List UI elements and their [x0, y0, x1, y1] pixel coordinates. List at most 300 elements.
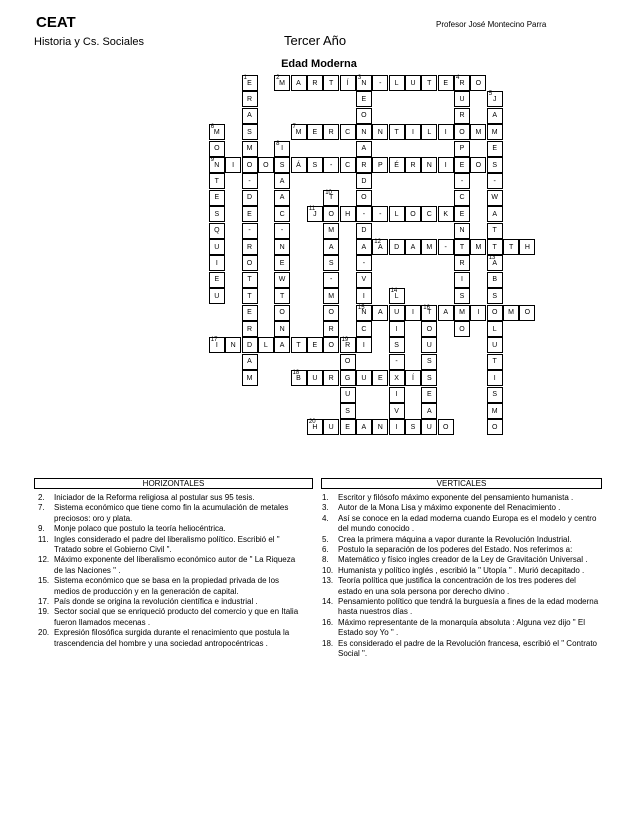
cell-letter: S	[410, 423, 416, 431]
cell-letter: O	[475, 161, 482, 169]
crossword-cell[interactable]	[225, 157, 241, 173]
crossword-cell[interactable]	[405, 157, 421, 173]
crossword-cell[interactable]	[323, 190, 339, 206]
crossword-cell[interactable]	[372, 305, 388, 321]
crossword-cell[interactable]	[307, 124, 323, 140]
crossword-cell[interactable]	[438, 206, 454, 222]
crossword-cell[interactable]	[209, 288, 225, 304]
crossword-cell[interactable]	[372, 419, 388, 435]
crossword-cell[interactable]	[274, 190, 290, 206]
crossword-cell[interactable]	[274, 75, 290, 91]
crossword-cell[interactable]	[356, 108, 372, 124]
crossword-cell[interactable]	[209, 173, 225, 189]
crossword-cell[interactable]	[274, 272, 290, 288]
crossword-cell[interactable]	[242, 288, 258, 304]
crossword-cell[interactable]	[405, 239, 421, 255]
cell-letter: M	[475, 128, 482, 136]
clue-text: Es considerado el padre de la Revolución francesa, escribió el " Contrato Social ".	[338, 638, 597, 659]
crossword-cell[interactable]	[209, 255, 225, 271]
clue-number: 19.	[38, 607, 50, 617]
cell-letter: U	[328, 423, 334, 431]
crossword-cell[interactable]	[389, 124, 405, 140]
cell-letter: O	[459, 128, 465, 136]
crossword-cell[interactable]	[340, 419, 356, 435]
crossword-cell[interactable]	[356, 272, 372, 288]
crossword-cell[interactable]	[421, 305, 437, 321]
crossword-cell[interactable]	[454, 288, 470, 304]
crossword-cell[interactable]	[389, 370, 405, 386]
cell-letter: O	[410, 210, 416, 218]
crossword-cell[interactable]	[372, 206, 388, 222]
clue-number: 20.	[38, 628, 50, 638]
crossword-cell[interactable]	[242, 354, 258, 370]
crossword-cell[interactable]	[470, 305, 486, 321]
crossword-cell[interactable]	[242, 206, 258, 222]
crossword-cell[interactable]	[209, 190, 225, 206]
crossword-cell[interactable]	[503, 305, 519, 321]
crossword-cell[interactable]	[487, 321, 503, 337]
clue-number: 13	[488, 255, 496, 262]
crossword-cell[interactable]	[372, 157, 388, 173]
crossword-cell[interactable]	[470, 124, 486, 140]
crossword-cell[interactable]	[454, 206, 470, 222]
clue-item	[322, 639, 602, 660]
crossword-cell[interactable]	[356, 157, 372, 173]
cell-letter: U	[426, 341, 432, 349]
crossword-cell[interactable]	[487, 354, 503, 370]
cell-letter: C	[345, 161, 351, 169]
crossword-cell[interactable]	[487, 206, 503, 222]
crossword-cell[interactable]	[356, 190, 372, 206]
crossword-cell[interactable]	[372, 124, 388, 140]
clue-number: 6	[210, 124, 215, 131]
crossword-cell[interactable]	[291, 75, 307, 91]
cell-letter: T	[296, 341, 301, 349]
crossword-cell[interactable]	[258, 337, 274, 353]
crossword-cell[interactable]	[242, 190, 258, 206]
crossword-cell[interactable]	[487, 305, 503, 321]
crossword-cell[interactable]	[487, 223, 503, 239]
crossword-cell[interactable]	[274, 288, 290, 304]
crossword-cell[interactable]	[274, 255, 290, 271]
cell-letter: I	[215, 259, 218, 267]
cell-letter: M	[213, 128, 220, 136]
crossword-cell[interactable]	[487, 124, 503, 140]
crossword-cell[interactable]	[389, 75, 405, 91]
crossword-cell[interactable]	[340, 157, 356, 173]
crossword-cell[interactable]	[356, 419, 372, 435]
clue-number: 3.	[322, 503, 329, 513]
cell-letter: S	[328, 259, 334, 267]
cell-letter: S	[426, 358, 432, 366]
crossword-cell[interactable]	[356, 124, 372, 140]
cell-letter: T	[427, 309, 432, 317]
cell-letter: R	[345, 341, 351, 349]
crossword-cell[interactable]	[421, 419, 437, 435]
crossword-cell[interactable]	[242, 305, 258, 321]
crossword-cell[interactable]	[389, 305, 405, 321]
cell-letter: O	[328, 341, 334, 349]
crossword-cell[interactable]	[291, 370, 307, 386]
crossword-cell[interactable]	[356, 223, 372, 239]
crossword-cell[interactable]	[258, 157, 274, 173]
crossword-cell[interactable]	[340, 387, 356, 403]
clue-text: Sistema económico que se basa en la propiedad privada de los medios de producción y en la generación de capital.	[54, 576, 280, 596]
cell-letter: M	[475, 243, 482, 251]
crossword-cell[interactable]	[323, 75, 339, 91]
crossword-cell[interactable]	[356, 321, 372, 337]
crossword-cell[interactable]	[291, 124, 307, 140]
crossword-cell[interactable]	[389, 206, 405, 222]
crossword-cell[interactable]	[487, 239, 503, 255]
crossword-cell[interactable]	[405, 370, 421, 386]
crossword-cell[interactable]	[307, 75, 323, 91]
crossword-cell[interactable]	[340, 337, 356, 353]
crossword-cell[interactable]	[389, 321, 405, 337]
cell-letter: S	[279, 161, 285, 169]
clue-number: 8.	[322, 555, 329, 565]
crossword-cell[interactable]	[438, 305, 454, 321]
clue-number: 4	[456, 75, 460, 81]
crossword-cell[interactable]	[323, 288, 339, 304]
crossword-cell[interactable]	[356, 75, 372, 91]
crossword-cell[interactable]	[372, 75, 388, 91]
crossword-cell[interactable]	[454, 255, 470, 271]
crossword-cell[interactable]	[421, 321, 437, 337]
crossword-cell[interactable]	[421, 354, 437, 370]
crossword-cell[interactable]	[389, 354, 405, 370]
clue-item	[38, 535, 306, 556]
clue-text: Así se conoce en la edad moderna cuando Europa es el modelo y centro del mundo conocido .	[338, 513, 597, 534]
clue-text: Sector social que se enriqueció producto del comercio y que en Italia fueron llamados mecenas .	[54, 607, 299, 627]
crossword-cell[interactable]	[323, 157, 339, 173]
crossword-cell[interactable]	[274, 141, 290, 157]
crossword-cell[interactable]	[454, 124, 470, 140]
crossword-cell[interactable]	[389, 419, 405, 435]
crossword-cell[interactable]	[209, 272, 225, 288]
crossword-cell[interactable]	[323, 321, 339, 337]
crossword-cell[interactable]	[421, 370, 437, 386]
cell-letter: M	[328, 292, 335, 300]
crossword-cell[interactable]	[274, 337, 290, 353]
cell-letter: M	[459, 309, 465, 317]
crossword-cell[interactable]	[421, 75, 437, 91]
cell-letter: Í	[412, 374, 414, 382]
crossword-cell[interactable]	[454, 190, 470, 206]
cell-letter: -	[460, 177, 464, 185]
crossword-cell[interactable]	[274, 173, 290, 189]
crossword-cell[interactable]	[438, 124, 454, 140]
crossword-cell[interactable]	[454, 91, 470, 107]
clue-text: Máximo representante de la monarquía absoluta : Alguna vez dijo " El Estado soy Yo " .	[338, 617, 585, 638]
teacher-name: Profesor José Montecino Parra	[436, 20, 547, 29]
clue-text: Monje polaco que postulo la teoría heliocéntrica.	[54, 524, 226, 534]
cell-letter: E	[214, 194, 220, 202]
cell-letter: D	[246, 341, 253, 349]
crossword-cell[interactable]	[487, 337, 503, 353]
crossword-cell[interactable]	[454, 108, 470, 124]
crossword-cell[interactable]	[454, 223, 470, 239]
crossword-cell[interactable]	[389, 239, 405, 255]
cell-letter: -	[362, 210, 366, 218]
crossword-cell[interactable]	[274, 321, 290, 337]
cell-letter: U	[361, 374, 367, 382]
clue-text: Escritor y filósofo máximo exponente del pensamiento humanista .	[338, 493, 574, 502]
crossword-cell[interactable]	[291, 337, 307, 353]
crossword-cell[interactable]	[454, 321, 470, 337]
crossword-cell[interactable]	[421, 206, 437, 222]
crossword-cell[interactable]	[242, 370, 258, 386]
crossword-cell[interactable]	[487, 403, 503, 419]
cell-letter: U	[312, 374, 318, 382]
cell-letter: W	[278, 276, 286, 284]
crossword-cell[interactable]	[323, 239, 339, 255]
crossword-cell[interactable]	[356, 288, 372, 304]
cell-letter: R	[246, 325, 253, 333]
crossword-cell[interactable]	[421, 124, 437, 140]
crossword-cell[interactable]	[209, 124, 225, 140]
crossword-cell[interactable]	[323, 370, 339, 386]
cell-letter: -	[248, 227, 251, 235]
crossword-cell[interactable]	[356, 206, 372, 222]
crossword-cell[interactable]	[323, 206, 339, 222]
crossword-cell[interactable]	[487, 419, 503, 435]
crossword-cell[interactable]	[389, 288, 405, 304]
cell-letter: A	[279, 341, 285, 349]
cell-letter: D	[361, 177, 367, 185]
crossword-cell[interactable]	[356, 141, 372, 157]
crossword-cell[interactable]	[340, 75, 356, 91]
crossword-cell[interactable]	[323, 337, 339, 353]
crossword-cell[interactable]	[242, 239, 258, 255]
crossword-cell[interactable]	[454, 157, 470, 173]
vertical-clues-heading: VERTICALES	[321, 478, 602, 489]
crossword-cell[interactable]	[242, 272, 258, 288]
crossword-cell[interactable]	[389, 387, 405, 403]
crossword-cell[interactable]	[340, 370, 356, 386]
cell-letter: P	[377, 161, 383, 169]
crossword-cell[interactable]	[242, 321, 258, 337]
crossword-cell[interactable]	[421, 403, 437, 419]
crossword-cell[interactable]	[470, 75, 486, 91]
crossword-cell[interactable]	[340, 124, 356, 140]
cell-letter: P	[459, 145, 465, 153]
crossword-cell[interactable]	[307, 419, 323, 435]
crossword-cell[interactable]	[487, 157, 503, 173]
cell-letter: T	[214, 177, 219, 185]
cell-letter: I	[215, 341, 218, 349]
crossword-cell[interactable]	[242, 337, 258, 353]
crossword-cell[interactable]	[340, 206, 356, 222]
cell-letter: M	[426, 243, 433, 251]
crossword-cell[interactable]	[323, 255, 339, 271]
crossword-cell[interactable]	[242, 124, 258, 140]
crossword-cell[interactable]	[454, 305, 470, 321]
crossword-cell[interactable]	[274, 305, 290, 321]
crossword-cell[interactable]	[209, 206, 225, 222]
cell-letter: N	[377, 128, 383, 136]
crossword-cell[interactable]	[323, 223, 339, 239]
crossword-cell[interactable]	[209, 223, 225, 239]
crossword-cell[interactable]	[487, 370, 503, 386]
crossword-cell[interactable]	[421, 337, 437, 353]
crossword-cell[interactable]	[454, 272, 470, 288]
cell-letter: E	[247, 210, 252, 218]
crossword-cell[interactable]	[487, 288, 503, 304]
clue-number: 3	[357, 75, 362, 81]
crossword-cell[interactable]	[487, 272, 503, 288]
crossword-cell[interactable]	[225, 337, 241, 353]
crossword-cell[interactable]	[274, 239, 290, 255]
cell-letter: I	[412, 128, 414, 136]
crossword-cell[interactable]	[405, 419, 421, 435]
clue-number: 4.	[322, 513, 329, 523]
crossword-cell[interactable]	[323, 305, 339, 321]
cell-letter: U	[345, 391, 351, 399]
crossword-cell[interactable]	[323, 124, 339, 140]
crossword-cell[interactable]	[209, 141, 225, 157]
crossword-cell[interactable]	[421, 387, 437, 403]
crossword-cell[interactable]	[340, 354, 356, 370]
crossword-cell[interactable]	[421, 239, 437, 255]
cell-letter: Í	[346, 79, 349, 87]
cell-letter: O	[459, 325, 465, 333]
crossword-cell[interactable]	[242, 91, 258, 107]
clue-item	[322, 545, 602, 555]
cell-letter: R	[246, 243, 253, 251]
crossword-cell[interactable]	[242, 255, 258, 271]
cell-letter: X	[394, 374, 399, 382]
cell-letter: U	[214, 243, 220, 251]
crossword-cell[interactable]	[389, 337, 405, 353]
crossword-cell[interactable]	[519, 239, 535, 255]
crossword-cell[interactable]	[274, 223, 290, 239]
crossword-cell[interactable]	[372, 370, 388, 386]
cell-letter: O	[491, 423, 498, 431]
crossword-cell[interactable]	[307, 370, 323, 386]
cell-letter: S	[312, 161, 318, 169]
crossword-cell[interactable]	[356, 173, 372, 189]
crossword-cell[interactable]	[454, 173, 470, 189]
crossword-cell[interactable]	[405, 206, 421, 222]
crossword-cell[interactable]	[356, 305, 372, 321]
cell-letter: I	[362, 341, 365, 349]
crossword-cell[interactable]	[242, 223, 258, 239]
crossword-cell[interactable]	[307, 157, 323, 173]
crossword-cell[interactable]	[405, 75, 421, 91]
cell-letter: L	[394, 79, 399, 87]
crossword-cell[interactable]	[421, 157, 437, 173]
crossword-cell[interactable]	[291, 157, 307, 173]
crossword-cell[interactable]	[356, 370, 372, 386]
cell-letter: -	[280, 227, 284, 235]
cell-letter: A	[492, 259, 498, 267]
crossword-cell[interactable]	[487, 387, 503, 403]
cell-letter: V	[361, 276, 367, 284]
crossword-cell[interactable]	[242, 75, 258, 91]
crossword-cell[interactable]	[356, 91, 372, 107]
crossword-cell[interactable]	[487, 190, 503, 206]
clue-number: 10.	[322, 565, 334, 575]
cell-letter: O	[491, 309, 498, 317]
crossword-cell[interactable]	[209, 157, 225, 173]
crossword-cell[interactable]	[503, 239, 519, 255]
cell-letter: O	[475, 79, 482, 87]
crossword-cell[interactable]	[389, 157, 405, 173]
crossword-cell[interactable]	[242, 108, 258, 124]
cell-letter: O	[279, 309, 285, 317]
crossword-cell[interactable]	[454, 75, 470, 91]
crossword-cell[interactable]	[438, 75, 454, 91]
crossword-cell[interactable]	[323, 272, 339, 288]
crossword-cell[interactable]	[274, 157, 290, 173]
crossword-cell[interactable]	[487, 173, 503, 189]
crossword-cell[interactable]	[405, 305, 421, 321]
crossword-cell[interactable]	[242, 173, 258, 189]
crossword-cell[interactable]	[519, 305, 535, 321]
crossword-cell[interactable]	[470, 239, 486, 255]
crossword-cell[interactable]	[340, 403, 356, 419]
clue-text: Matemático y físico ingles creador de la Ley de Gravitación Universal .	[338, 555, 588, 565]
crossword-cell[interactable]	[356, 239, 372, 255]
clue-item	[38, 503, 306, 524]
crossword-cell[interactable]	[405, 124, 421, 140]
crossword-cell[interactable]	[487, 255, 503, 271]
cell-letter: N	[279, 325, 285, 333]
crossword-cell[interactable]	[323, 419, 339, 435]
crossword-cell[interactable]	[242, 157, 258, 173]
crossword-cell[interactable]	[454, 239, 470, 255]
cell-letter: I	[461, 276, 463, 284]
crossword-cell[interactable]	[470, 157, 486, 173]
cell-letter: R	[459, 259, 465, 267]
cell-letter: -	[444, 243, 447, 251]
crossword-cell[interactable]	[356, 337, 372, 353]
crossword-cell[interactable]	[438, 157, 454, 173]
crossword-cell[interactable]	[438, 419, 454, 435]
crossword-cell[interactable]	[209, 337, 225, 353]
crossword-cell[interactable]	[438, 239, 454, 255]
cell-letter: O	[263, 161, 269, 169]
cell-letter: E	[426, 391, 432, 399]
crossword-cell[interactable]	[209, 239, 225, 255]
crossword-cell[interactable]	[274, 206, 290, 222]
clue-text: Teoría política que justifica la concentración de los tres poderes del estado en una sola persona por derecho divino .	[338, 576, 576, 596]
clue-text: Expresión filosófica surgida durante el renacimiento que postula la trascendencia del hombre y una sociedad antropocéntricas .	[54, 628, 290, 648]
clue-item	[38, 597, 306, 607]
cell-letter: I	[444, 161, 447, 169]
crossword-cell[interactable]	[487, 91, 503, 107]
crossword-cell[interactable]	[487, 108, 503, 124]
cell-letter: E	[247, 79, 252, 87]
crossword-cell[interactable]	[307, 337, 323, 353]
cell-letter: R	[361, 161, 367, 169]
cell-letter: E	[459, 210, 465, 218]
crossword-cell[interactable]	[389, 403, 405, 419]
crossword-cell[interactable]	[454, 141, 470, 157]
cell-letter: R	[459, 112, 465, 120]
crossword-cell[interactable]	[487, 141, 503, 157]
cell-letter: I	[395, 391, 398, 399]
crossword-cell[interactable]	[307, 206, 323, 222]
cell-letter: -	[395, 358, 398, 366]
crossword-cell[interactable]	[372, 239, 388, 255]
cell-letter: T	[279, 292, 285, 300]
crossword-cell[interactable]	[242, 141, 258, 157]
cell-letter: E	[279, 259, 285, 267]
crossword-cell[interactable]	[356, 255, 372, 271]
cell-letter: E	[312, 128, 318, 136]
